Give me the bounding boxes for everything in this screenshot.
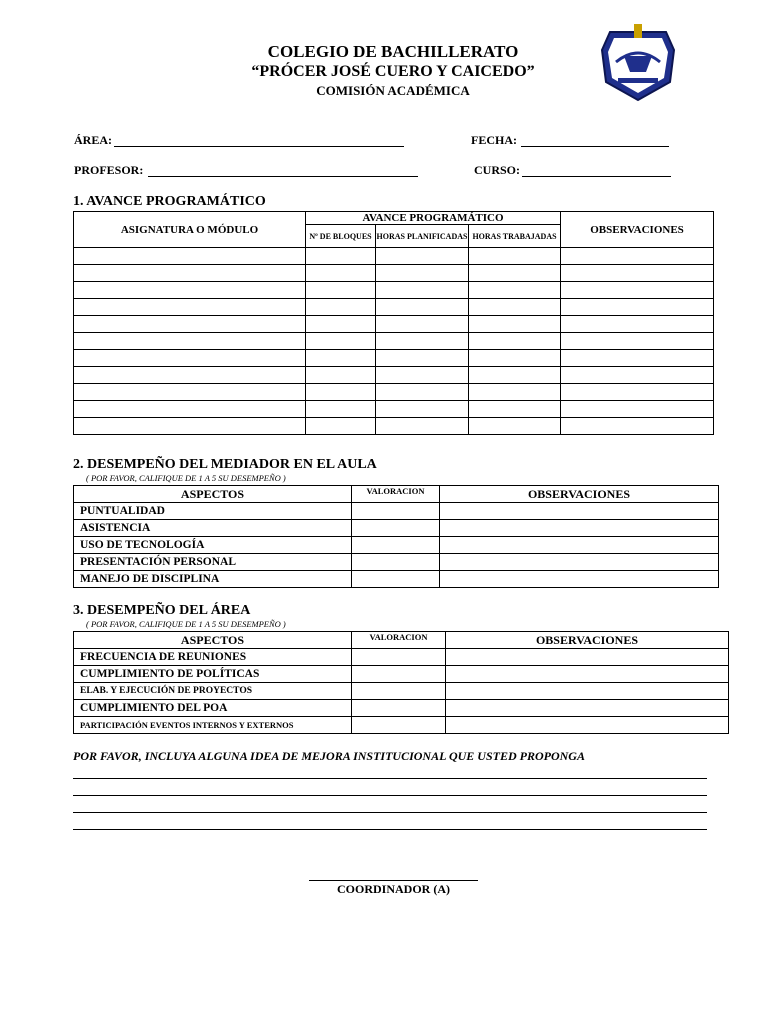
improvement-line[interactable] xyxy=(73,812,707,813)
col-group: AVANCE PROGRAMÁTICO xyxy=(306,212,561,225)
aspect-label: USO DE TECNOLOGÍA xyxy=(74,537,352,554)
col-valoracion: VALORACION xyxy=(352,486,440,503)
improvement-line[interactable] xyxy=(73,778,707,779)
table-row xyxy=(74,299,714,316)
table-row xyxy=(74,571,719,588)
school-title: COLEGIO DE BACHILLERATO xyxy=(267,42,519,61)
table-row xyxy=(74,520,719,537)
aspect-label: ASISTENCIA xyxy=(74,520,352,537)
aspect-label: MANEJO DE DISCIPLINA xyxy=(74,571,352,588)
table-row xyxy=(74,384,714,401)
col-planned: HORAS PLANIFICADAS xyxy=(376,225,469,248)
section3-note: ( POR FAVOR, CALIFIQUE DE 1 A 5 SU DESEMPEÑO ) xyxy=(86,619,286,629)
aspect-label: PARTICIPACIÓN EVENTOS INTERNOS Y EXTERNOS xyxy=(74,717,352,734)
commission-title: COMISIÓN ACADÉMICA xyxy=(316,83,470,98)
improvement-prompt: POR FAVOR, INCLUYA ALGUNA IDEA DE MEJORA INSTITUCIONAL QUE USTED PROPONGA xyxy=(73,749,585,763)
school-name: “PRÓCER JOSÉ CUERO Y CAICEDO” xyxy=(251,63,535,80)
col-observaciones: OBSERVACIONES xyxy=(440,486,719,503)
curso-field[interactable] xyxy=(522,176,671,177)
table-row xyxy=(74,537,719,554)
table-row xyxy=(74,265,714,282)
col-aspects: ASPECTOS xyxy=(74,486,352,503)
profesor-field[interactable] xyxy=(148,176,418,177)
school-crest-icon xyxy=(596,22,680,104)
table-row xyxy=(74,666,729,683)
table-row xyxy=(74,401,714,418)
col-valoracion: VALORACION xyxy=(352,632,446,649)
area-table xyxy=(73,631,729,734)
aspect-label: ELAB. Y EJECUCIÓN DE PROYECTOS xyxy=(74,683,352,700)
col-blocks: Nº DE BLOQUES xyxy=(306,225,376,248)
table-row xyxy=(74,367,714,384)
fecha-field[interactable] xyxy=(521,146,669,147)
table-row xyxy=(74,717,729,734)
avance-table xyxy=(73,211,714,435)
improvement-line[interactable] xyxy=(73,795,707,796)
table-row xyxy=(74,700,729,717)
aspect-label: CUMPLIMIENTO DEL POA xyxy=(74,700,352,717)
table-row xyxy=(74,683,729,700)
mediador-table xyxy=(73,485,719,588)
signature-label: COORDINADOR (A) xyxy=(337,882,450,896)
table-row xyxy=(74,350,714,367)
improvement-line[interactable] xyxy=(73,829,707,830)
table-row xyxy=(74,418,714,435)
curso-label: CURSO: xyxy=(474,163,521,177)
table-row xyxy=(74,333,714,350)
aspect-label: PRESENTACIÓN PERSONAL xyxy=(74,554,352,571)
signature-line[interactable] xyxy=(309,880,478,881)
table-row xyxy=(74,649,729,666)
section2-title: 2. DESEMPEÑO DEL MEDIADOR EN EL AULA xyxy=(73,457,377,472)
area-field[interactable] xyxy=(114,146,404,147)
col-obs: OBSERVACIONES xyxy=(561,212,714,248)
area-label: ÁREA: xyxy=(74,133,112,147)
col-observaciones: OBSERVACIONES xyxy=(446,632,729,649)
aspect-label: PUNTUALIDAD xyxy=(74,503,352,520)
table-row xyxy=(74,316,714,333)
table-row xyxy=(74,554,719,571)
profesor-label: PROFESOR: xyxy=(74,163,144,177)
section3-title: 3. DESEMPEÑO DEL ÁREA xyxy=(73,603,251,618)
table-row xyxy=(74,248,714,265)
aspect-label: CUMPLIMIENTO DE POLÍTICAS xyxy=(74,666,352,683)
col-aspects: ASPECTOS xyxy=(74,632,352,649)
section2-note: ( POR FAVOR, CALIFIQUE DE 1 A 5 SU DESEMPEÑO ) xyxy=(86,473,286,483)
table-row xyxy=(74,282,714,299)
aspect-label: FRECUENCIA DE REUNIONES xyxy=(74,649,352,666)
col-worked: HORAS TRABAJADAS xyxy=(469,225,561,248)
section1-title: 1. AVANCE PROGRAMÁTICO xyxy=(73,194,266,209)
table-row xyxy=(74,503,719,520)
col-subject: ASIGNATURA O MÓDULO xyxy=(74,212,306,248)
fecha-label: FECHA: xyxy=(471,133,517,147)
